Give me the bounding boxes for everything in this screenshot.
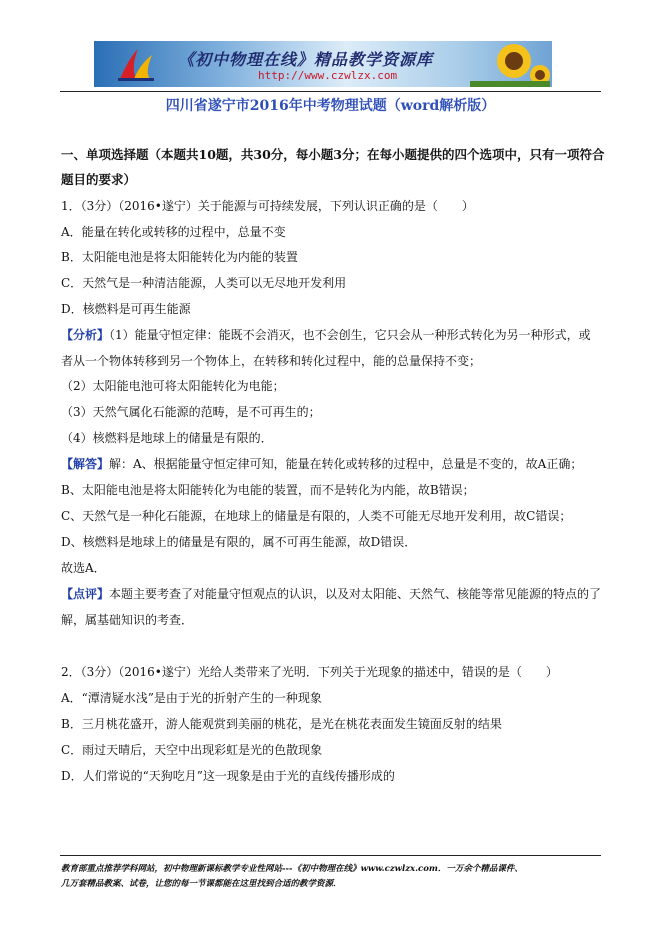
analysis-tag: 【分析】 — [61, 328, 110, 342]
q2-stem: 2．（3分）（2016•遂宁）光给人类带来了光明．下列关于光现象的描述中，错误的是（ ） — [61, 665, 558, 679]
site-logo-icon — [116, 45, 156, 83]
q1-answer-c: C、天然气是一种化石能源，在地球上的储量是有限的，人类不可能无尽地开发利用，故C错误； — [61, 509, 572, 523]
section-heading-cont: 题目的要求） — [61, 172, 137, 187]
q1-answer — [61, 456, 582, 472]
q1-analysis-3: （3）天然气属化石能源的范畴，是不可再生的； — [61, 405, 321, 419]
q1-option-c: C．天然气是一种清洁能源，人类可以无尽地开发利用 — [61, 276, 347, 290]
banner-brand-text: 《初中物理在线》精品教学资源库 — [178, 50, 434, 69]
q1-comment-cont: 解，属基础知识的考查． — [61, 613, 194, 627]
comment-tag: 【点评】 — [61, 587, 110, 601]
answer-text-a: 解：A、根据能量守恒定律可知，能量在转化或转移的过程中，总量是不变的，故A正确； — [109, 457, 583, 471]
q1-stem: 1．（3分）（2016•遂宁）关于能源与可持续发展，下列认识正确的是（ ） — [61, 199, 474, 213]
q2-option-b: B．三月桃花盛开，游人能观赏到美丽的桃花，是光在桃花表面发生镜面反射的结果 — [61, 717, 502, 731]
analysis-text-1: （1）能量守恒定律：能既不会消灭，也不会创生，它只会从一种形式转化为另一种形式，或 — [109, 328, 591, 342]
q2-option-c: C．雨过天晴后，天空中出现彩虹是光的色散现象 — [61, 743, 323, 757]
footer-line-1: 教育部重点推荐学科网站，初中物理新课标教学专业性网站---《初中物理在线》www.czwlzx.com．一万余个精品课件、 — [61, 864, 523, 874]
q1-option-a: A．能量在转化或转移的过程中，总量不变 — [61, 225, 286, 239]
comment-text-1: 本题主要考查了对能量守恒观点的认识，以及对太阳能、天然气、核能等常见能源的特点的了 — [109, 587, 602, 601]
page-title: 四川省遂宁市2016年中考物理试题（word解析版） — [165, 98, 496, 114]
q1-analysis-4: （4）核燃料是地球上的储量是有限的． — [61, 431, 273, 445]
q1-option-b: B．太阳能电池是将太阳能转化为内能的装置 — [61, 250, 298, 264]
q1-comment — [61, 586, 601, 602]
q2-option-d: D．人们常说的“天狗吃月”这一现象是由于光的直线传播形成的 — [61, 769, 395, 783]
q1-choice: 故选A． — [61, 561, 106, 575]
footer-rule — [60, 855, 601, 856]
header-rule — [60, 91, 601, 92]
footer-line-2: 几万套精品教案、试卷，让您的每一节课都能在这里找到合适的教学资源． — [61, 879, 342, 889]
answer-tag: 【解答】 — [61, 457, 110, 471]
q2-option-a: A．“潭清疑水浅”是由于光的折射产生的一种现象 — [61, 691, 322, 705]
q1-analysis-cont: 者从一个物体转移到另一个物体上，在转移和转化过程中，能的总量保持不变； — [61, 354, 482, 368]
q1-answer-d: D、核燃料是地球上的储量是有限的，属不可再生能源，故D错误． — [61, 535, 417, 549]
header-banner — [94, 41, 552, 87]
sunflower-icon — [470, 41, 550, 87]
q1-answer-b: B、太阳能电池是将太阳能转化为电能的装置，而不是转化为内能，故B错误； — [61, 483, 475, 497]
banner-url[interactable]: http://www.czwlzx.com — [258, 69, 398, 82]
section-heading: 一、单项选择题（本题共10题，共30分，每小题3分；在每小题提供的四个选项中，只有一项符合 — [61, 147, 605, 162]
q1-analysis — [61, 327, 591, 343]
q1-analysis-2: （2）太阳能电池可将太阳能转化为电能； — [61, 379, 285, 393]
q1-option-d: D．核燃料是可再生能源 — [61, 302, 191, 316]
